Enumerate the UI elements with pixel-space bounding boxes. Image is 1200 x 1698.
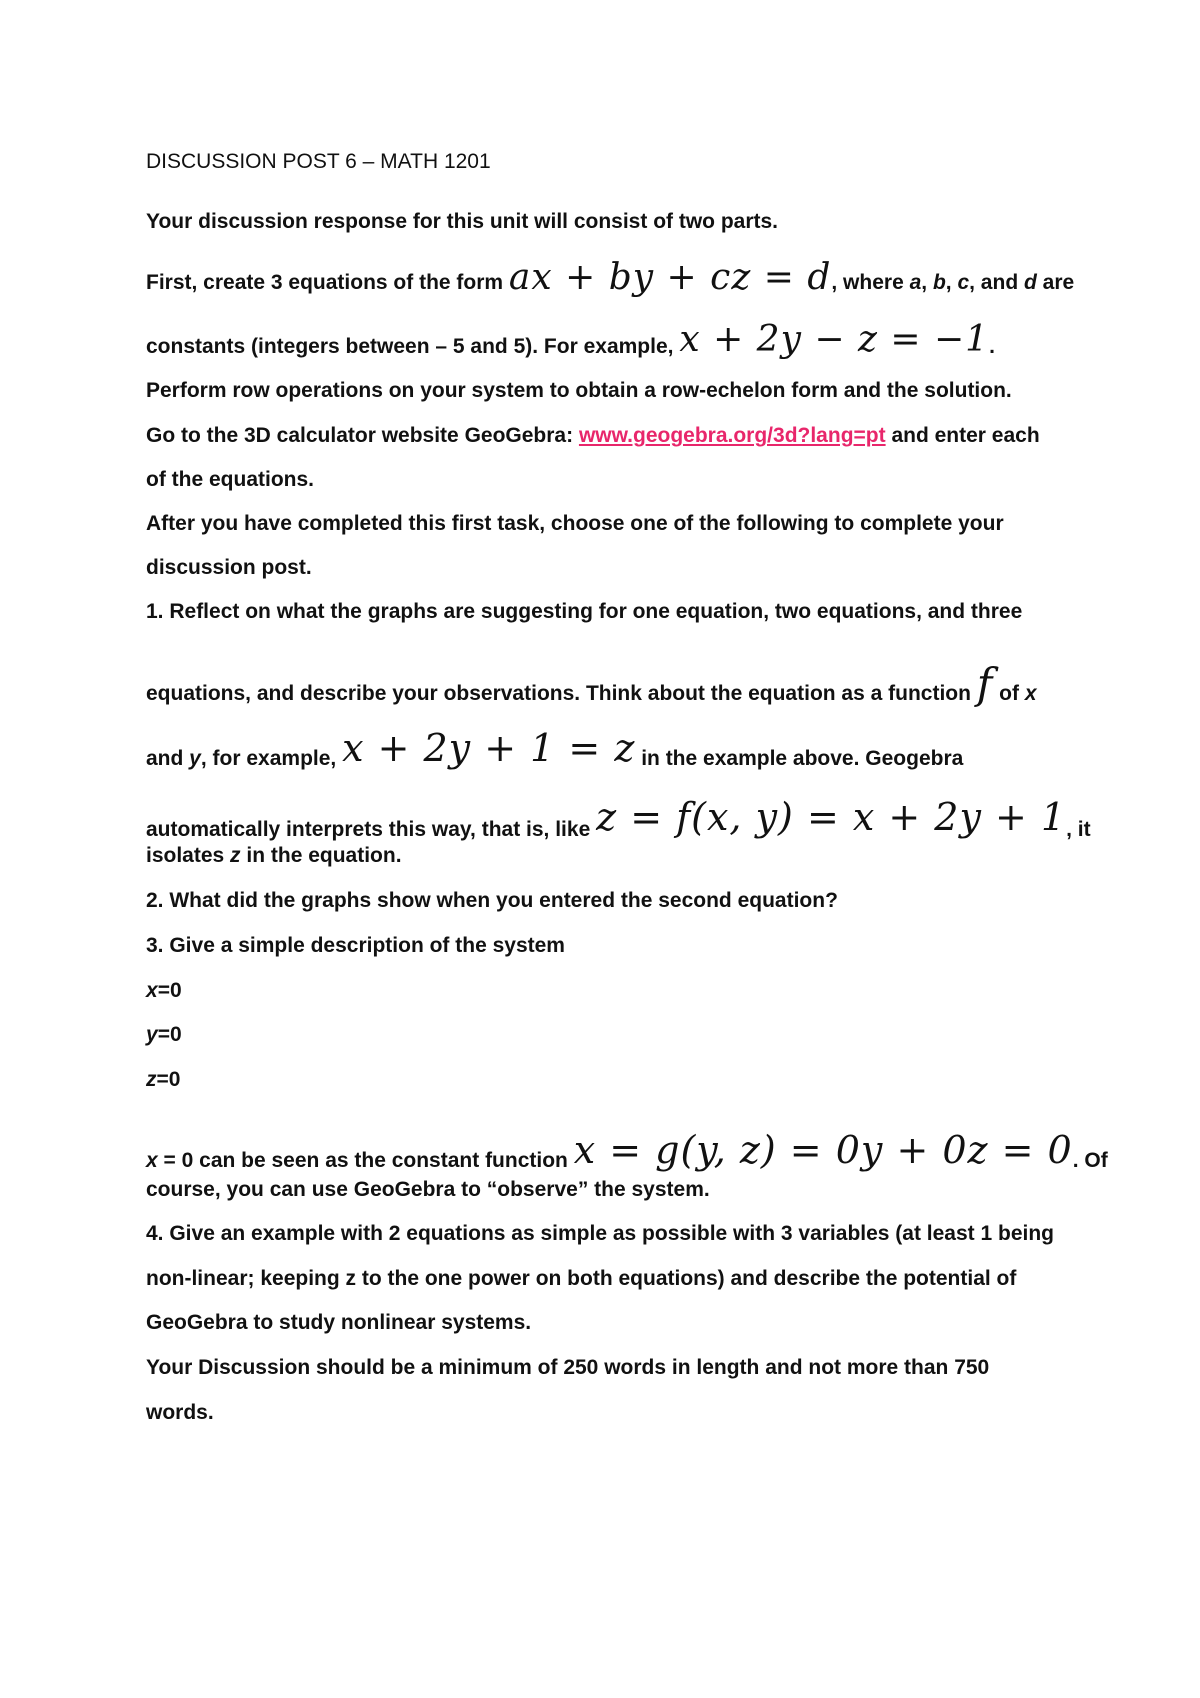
item4-line-3: GeoGebra to study nonlinear systems. [146,1311,532,1334]
item1-line-3: and y, for example, x + 2y + 1 = z in the example above. Geogebra [146,726,964,770]
equation-y: y=0 [146,1023,182,1046]
equation-x: x=0 [146,979,182,1002]
item1-line-2: equations, and describe your observations. Think about the equation as a function f of x [146,659,1037,708]
item1-line-4: automatically interprets this way, that is, like z = f(x, y) = x + 2y + 1, it [146,795,1091,841]
example-equation-2: x + 2y + 1 = z [342,726,636,770]
interpretation-equation: z = f(x, y) = x + 2y + 1 [596,795,1067,839]
after-first-line-1: After you have completed this first task, choose one of the following to complete your [146,512,1004,535]
constant-function-line: x = 0 can be seen as the constant function x = g(y, z) = 0y + 0z = 0. Of [146,1128,1108,1172]
intro-paragraph: Your discussion response for this unit will consist of two parts. [146,210,779,233]
length-line-1: Your Discussion should be a minimum of 250 words in length and not more than 750 [146,1356,990,1379]
item3-line-1: 3. Give a simple description of the system [146,934,565,957]
first-task-line-2: constants (integers between – 5 and 5). For example, x + 2y − z = −1. [146,319,995,360]
geogebra-line-2: of the equations. [146,468,314,491]
first-task-line-1: First, create 3 equations of the form ax + by + cz = d, where a, b, c, and d are [146,257,1075,298]
item2-line: 2. What did the graphs show when you entered the second equation? [146,889,838,912]
item4-line-2: non-linear; keeping z to the one power on both equations) and describe the potential of [146,1267,1017,1290]
geogebra-line-1: Go to the 3D calculator website GeoGebra: www.geogebra.org/3d?lang=pt and enter each [146,424,1040,447]
item1-line-5: isolates z in the equation. [146,844,402,867]
geogebra-link[interactable]: www.geogebra.org/3d?lang=pt [578,424,886,447]
item4-line-1: 4. Give an example with 2 equations as simple as possible with 3 variables (at least 1 being [146,1222,1055,1245]
row-operations-line: Perform row operations on your system to obtain a row-echelon form and the solution. [146,379,1012,402]
document-title: DISCUSSION POST 6 – MATH 1201 [146,150,491,173]
example-equation: x + 2y − z = −1 [679,319,990,360]
form-equation: ax + by + cz = d [508,257,832,298]
after-first-line-2: discussion post. [146,556,312,579]
constant-function-equation: x = g(y, z) = 0y + 0z = 0 [573,1128,1073,1172]
length-line-2: words. [146,1401,214,1424]
function-f: f [976,659,994,708]
item1-line-1: 1. Reflect on what the graphs are suggesting for one equation, two equations, and three [146,600,1023,623]
course-line: course, you can use GeoGebra to “observe” the system. [146,1178,710,1201]
equation-z: z=0 [146,1068,181,1091]
